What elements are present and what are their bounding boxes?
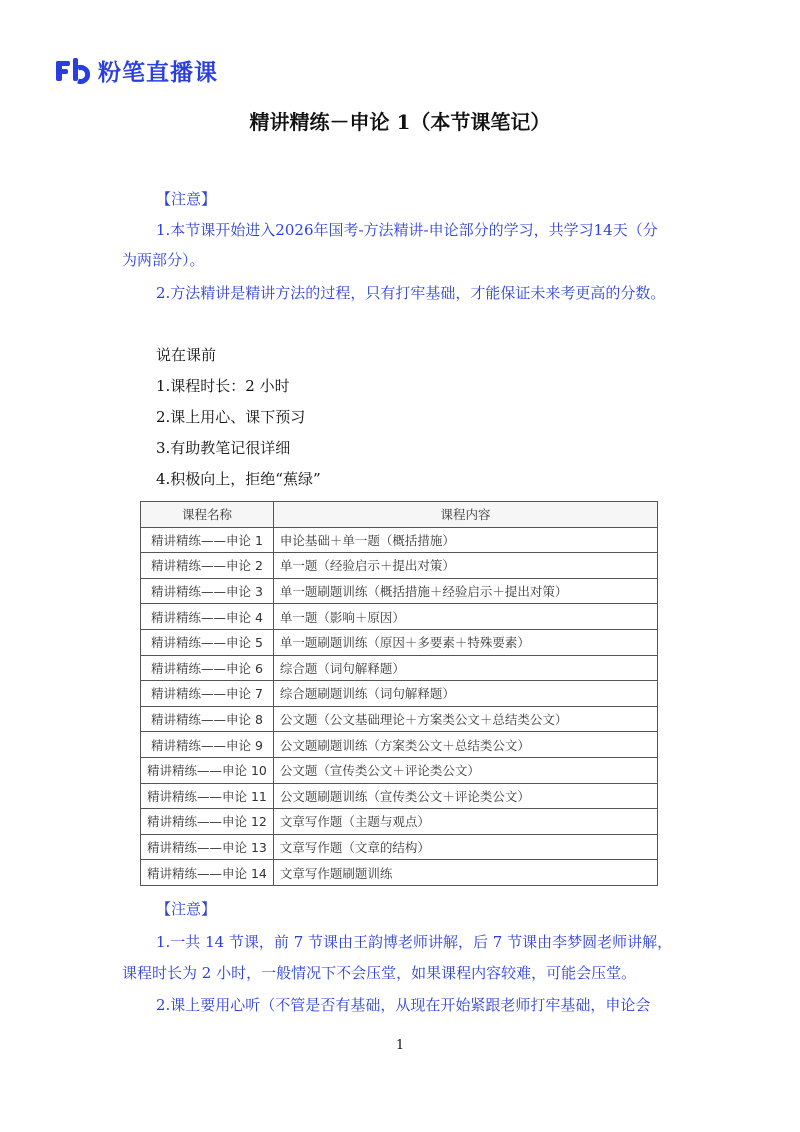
page-title: 精讲精练－申论 1（本节课笔记） bbox=[249, 110, 551, 134]
course-name-cell: 精讲精练——申论 11 bbox=[141, 783, 274, 809]
course-name-cell: 精讲精练——申论 12 bbox=[141, 809, 274, 835]
notice-2-item-2: 2.课上要用心听（不管是否有基础，从现在开始紧跟老师打牢基础，申论会 bbox=[156, 996, 651, 1014]
notice-2-item-1-line-2: 课程时长为 2 小时，一般情况下不会压堂，如果课程内容较难，可能会压堂。 bbox=[122, 964, 637, 982]
preclass-item: 1.课程时长：2 小时 bbox=[156, 377, 290, 395]
course-content-cell: 文章写作题刷题训练 bbox=[273, 860, 657, 886]
table-row bbox=[141, 706, 658, 732]
course-content-cell: 公文题刷题训练（宣传类公文＋评论类公文） bbox=[273, 783, 657, 809]
column-header-course-content: 课程内容 bbox=[273, 502, 657, 528]
column-header-course-name: 课程名称 bbox=[141, 502, 274, 528]
course-name-cell: 精讲精练——申论 13 bbox=[141, 834, 274, 860]
table-row bbox=[141, 604, 658, 630]
table-row bbox=[141, 809, 658, 835]
course-content-cell: 文章写作题（文章的结构） bbox=[273, 834, 657, 860]
course-name-cell: 精讲精练——申论 9 bbox=[141, 732, 274, 758]
brand-logo bbox=[56, 54, 218, 87]
course-content-cell: 综合题（词句解释题） bbox=[273, 655, 657, 681]
course-name-cell: 精讲精练——申论 3 bbox=[141, 578, 274, 604]
course-content-cell: 单一题（影响＋原因） bbox=[273, 604, 657, 630]
table-row bbox=[141, 553, 658, 579]
course-content-cell: 文章写作题（主题与观点） bbox=[273, 809, 657, 835]
notice-heading: 【注意】 bbox=[156, 190, 217, 208]
preclass-item: 3.有助教笔记很详细 bbox=[156, 439, 291, 457]
table-row bbox=[141, 655, 658, 681]
table-row bbox=[141, 732, 658, 758]
table-row bbox=[141, 629, 658, 655]
notice-heading-2: 【注意】 bbox=[156, 900, 217, 918]
course-name-cell: 精讲精练——申论 14 bbox=[141, 860, 274, 886]
course-name-cell: 精讲精练——申论 8 bbox=[141, 706, 274, 732]
table-row bbox=[141, 757, 658, 783]
course-name-cell: 精讲精练——申论 4 bbox=[141, 604, 274, 630]
notice-item-2: 2.方法精讲是精讲方法的过程，只有打牢基础，才能保证未来考更高的分数。 bbox=[156, 284, 666, 302]
table-row bbox=[141, 681, 658, 707]
table-header-row bbox=[141, 502, 658, 528]
page-number: 1 bbox=[395, 1038, 405, 1053]
course-content-cell: 单一题刷题训练（概括措施＋经验启示＋提出对策） bbox=[273, 578, 657, 604]
table-row bbox=[141, 860, 658, 886]
table-row bbox=[141, 527, 658, 553]
course-name-cell: 精讲精练——申论 7 bbox=[141, 681, 274, 707]
brand-name: 粉笔直播课 bbox=[98, 60, 218, 86]
course-content-cell: 申论基础＋单一题（概括措施） bbox=[273, 527, 657, 553]
course-content-cell: 公文题刷题训练（方案类公文＋总结类公文） bbox=[273, 732, 657, 758]
preclass-heading: 说在课前 bbox=[156, 346, 217, 364]
course-table bbox=[140, 501, 658, 886]
notice-item-1-line-1: 1.本节课开始进入2026年国考-方法精讲-申论部分的学习，共学习14天（分 bbox=[156, 221, 658, 239]
course-content-cell: 单一题（经验启示＋提出对策） bbox=[273, 553, 657, 579]
table-row bbox=[141, 578, 658, 604]
course-name-cell: 精讲精练——申论 10 bbox=[141, 757, 274, 783]
course-content-cell: 公文题（宣传类公文＋评论类公文） bbox=[273, 757, 657, 783]
course-name-cell: 精讲精练——申论 5 bbox=[141, 629, 274, 655]
course-content-cell: 综合题刷题训练（词句解释题） bbox=[273, 681, 657, 707]
fb-logo-icon bbox=[56, 58, 90, 84]
course-content-cell: 单一题刷题训练（原因＋多要素＋特殊要素） bbox=[273, 629, 657, 655]
table-row bbox=[141, 834, 658, 860]
course-content-cell: 公文题（公文基础理论＋方案类公文＋总结类公文） bbox=[273, 706, 657, 732]
notice-item-1-line-2: 为两部分）。 bbox=[122, 251, 205, 269]
preclass-item: 2.课上用心、课下预习 bbox=[156, 408, 306, 426]
table-row bbox=[141, 783, 658, 809]
preclass-item: 4.积极向上，拒绝“蕉绿” bbox=[156, 470, 321, 488]
course-name-cell: 精讲精练——申论 2 bbox=[141, 553, 274, 579]
course-name-cell: 精讲精练——申论 1 bbox=[141, 527, 274, 553]
course-name-cell: 精讲精练——申论 6 bbox=[141, 655, 274, 681]
notice-2-item-1-line-1: 1.一共 14 节课，前 7 节课由王韵博老师讲解，后 7 节课由李梦圆老师讲解， bbox=[156, 933, 673, 951]
